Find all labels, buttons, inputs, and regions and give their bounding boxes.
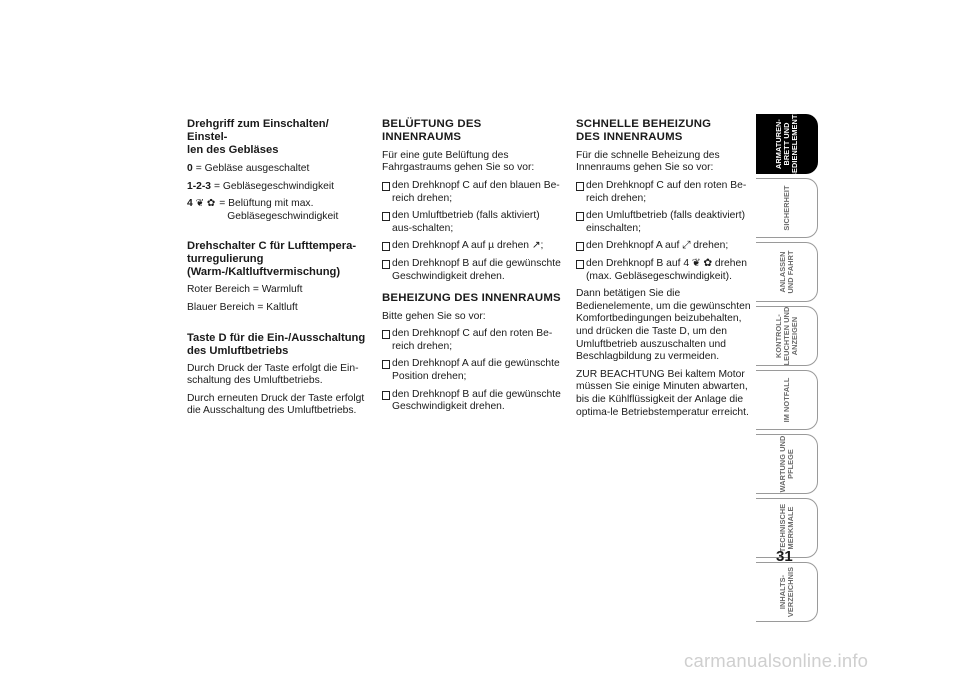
step-list-quick-heating [576,180,756,283]
paragraph-intro: Für eine gute Belüftung des Fahrgastraums gehen Sie so vor: [382,149,535,174]
list-item: den Drehknopf C auf den roten Be-reich drehen; [382,328,562,353]
paragraph: Dann betätigen Sie die Bedienelemente, um die gewünschten Komfortbedingungen beizubehalten, und drücken die Taste D, um den Umluftbetrieb auszuschalten und Beschlagbildung zu vermeiden. [576,288,751,363]
tab-label: SICHERHEIT [781,185,791,231]
heading-line: turregulierung [187,253,264,266]
fan-max-icon: ❦ ✿ [195,198,216,210]
tab-anlassen[interactable] [756,242,818,302]
paragraph-blue-zone: Blauer Bereich = Kaltluft [187,301,298,313]
heading-line: Drehgriff zum Einschalten/ Einstel- [187,118,329,143]
list-item: den Drehknopf C auf den blauen Be-reich drehen; [382,180,562,205]
column-right [576,118,756,424]
heading-temperature-knob [187,240,367,279]
list-item: den Drehknopf A auf die gewünschte Position drehen; [382,358,562,383]
watermark: carmanualsonline.info [684,650,869,671]
heading-recirculation-button [187,332,367,358]
heading-line: (Warm-/Kaltluftvermischung) [187,266,341,279]
list-item: den Umluftbetrieb (falls deaktiviert) einschalten; [576,210,756,235]
tab-label: WARTUNG UND PFLEGE [777,435,795,493]
list-item: den Drehknopf C auf den roten Be-reich drehen; [576,180,756,205]
column-middle [382,118,562,419]
column-left [187,118,367,423]
paragraph-note: ZUR BEACHTUNG Bei kaltem Motor müssen Sie einige Minuten abwarten, bis die Kühlflüssigkeit der Anlage die optima-le Betriebstemperatur erreicht. [576,368,749,418]
definition-key: 0 [187,163,193,174]
definition-key: 1-2-3 [187,180,212,192]
tab-armaturenbrett[interactable] [756,109,818,179]
list-item: den Drehknopf A auf µ drehen ↗; [382,240,562,253]
paragraph-intro: Für die schnelle Beheizung des Innenraums gehen Sie so vor: [576,149,720,174]
definition-line: = Belüftung mit max. [219,198,314,210]
definition-value: = Gebläsegeschwindigkeit [214,180,334,192]
heading-line: des Umluftbetriebs [187,344,289,357]
tab-wartung[interactable] [756,434,818,494]
tab-label: IM NOTFALL [781,377,791,423]
tab-sicherheit[interactable] [756,178,818,238]
heading-line: Taste D für die Ein-/Ausschaltung [187,331,366,344]
list-item: den Drehknopf A auf ⤢ drehen; [576,240,756,253]
step-list-heating [382,328,562,414]
heading-line: SCHNELLE BEHEIZUNG [576,118,712,130]
page-number: 31 [776,548,793,565]
heading-line: DES INNENRAUMS [576,131,683,144]
tab-label: KONTROLL- LEUCHTEN UND ANZEIGEN [773,306,799,366]
paragraph-intro: Bitte gehen Sie so vor: [382,310,486,322]
list-item: den Drehknopf B auf 4 ❦ ✿ drehen (max. Gebläsegeschwindigkeit). [576,258,756,283]
paragraph-red-zone: Roter Bereich = Warmluft [187,284,303,296]
paragraph: Durch Druck der Taste erfolgt die Ein-schaltung des Umluftbetriebs. [187,362,359,387]
tab-label: TECHNISCHE MERKMALE [777,503,795,553]
definition-value: = Gebläse ausgeschaltet [195,163,310,174]
step-list-ventilation [382,180,562,283]
definition-line: Gebläsegeschwindigkeit [227,210,339,222]
tab-label: ARMATUREN- BRETT UND BEDIENELEMENTE [773,109,799,179]
tab-inhaltsverzeichnis[interactable] [756,562,818,622]
definition-0 [187,163,367,176]
definition-4 [187,198,367,223]
heading-blower-knob [187,118,367,157]
tab-kontrollleuchten[interactable] [756,306,818,366]
heading-ventilation: BELÜFTUNG DES INNENRAUMS [382,118,482,144]
definition-key: 4 [187,198,193,210]
heading-line: len des Gebläses [187,144,279,156]
tab-im-notfall[interactable] [756,370,818,430]
list-item: den Drehknopf B auf die gewünschte Geschwindigkeit drehen. [382,258,562,283]
definition-1-2-3 [187,181,367,194]
definition-value [219,198,367,223]
paragraph: Durch erneuten Druck der Taste erfolgt die Ausschaltung des Umluftbetriebs. [187,392,365,417]
heading-line: Drehschalter C für Lufttempera- [187,240,357,253]
tab-label: INHALTS- VERZEICHNIS [777,566,795,618]
list-item: den Drehknopf B auf die gewünschte Geschwindigkeit drehen. [382,389,562,414]
heading-heating: BEHEIZUNG DES INNENRAUMS [382,292,561,305]
list-item: den Umluftbetrieb (falls aktiviert) aus-schalten; [382,210,562,235]
heading-quick-heating [576,118,756,145]
tab-label: ANLASSEN UND FAHRT [777,250,795,294]
